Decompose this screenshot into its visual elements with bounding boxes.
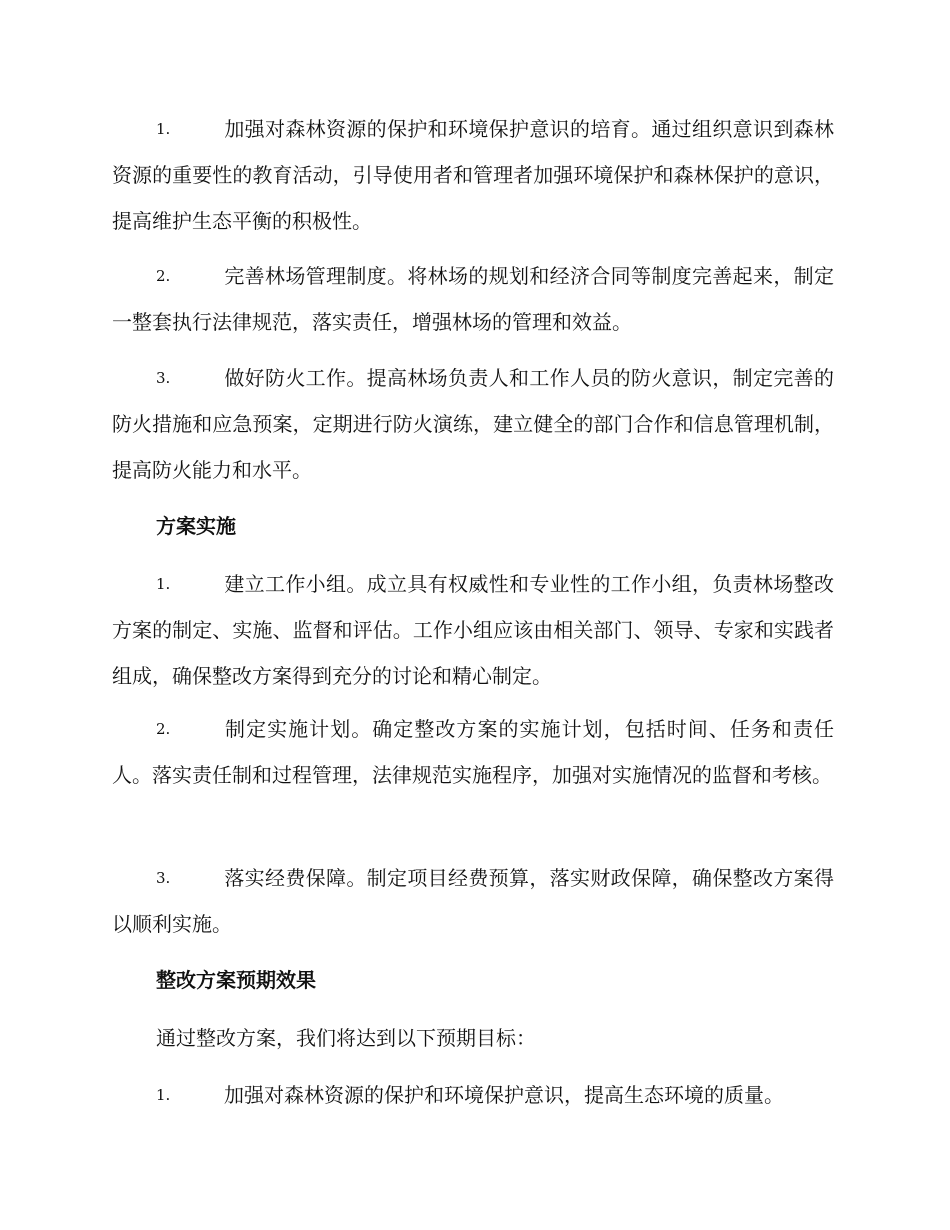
- list-number: 3.: [156, 869, 171, 887]
- list-item-text: 落实经费保障。制定项目经费预算，落实财政保障，确保整改方案得以顺利实施。: [112, 866, 834, 936]
- section-heading: 整改方案预期效果: [156, 968, 316, 992]
- list-number: 2.: [156, 720, 171, 738]
- list-number: 1.: [156, 1086, 171, 1104]
- list-item-text: 加强对森林资源的保护和环境保护意识的培育。通过组织意识到森林资源的重要性的教育活动，引导使用者和管理者加强环境保护和森林保护的意识，提高维护生态平衡的积极性。: [112, 117, 834, 233]
- list-item: [112, 706, 834, 798]
- section-heading: 方案实施: [156, 514, 236, 538]
- list-item: [112, 253, 834, 345]
- list-item: [112, 355, 834, 493]
- list-item-text: 制定实施计划。确定整改方案的实施计划，包括时间、任务和责任人。落实责任制和过程管理，法律规范实施程序，加强对实施情况的监督和考核。: [112, 717, 834, 787]
- list-item-text: 加强对森林资源的保护和环境保护意识，提高生态环境的质量。: [224, 1083, 784, 1107]
- list-item: [112, 855, 834, 947]
- list-number: 3.: [156, 369, 171, 387]
- list-item-text: 建立工作小组。成立具有权威性和专业性的工作小组，负责林场整改方案的制定、实施、监督和评估。工作小组应该由相关部门、领导、专家和实践者组成，确保整改方案得到充分的讨论和精心制定。: [112, 572, 834, 688]
- list-number: 1.: [156, 575, 171, 593]
- list-item-text: 做好防火工作。提高林场负责人和工作人员的防火意识，制定完善的防火措施和应急预案，定期进行防火演练，建立健全的部门合作和信息管理机制，提高防火能力和水平。: [112, 366, 834, 482]
- list-item: [112, 1072, 834, 1118]
- intro-text: 通过整改方案，我们将达到以下预期目标：: [156, 1026, 536, 1050]
- list-item: [112, 106, 834, 244]
- list-number: 2.: [156, 267, 171, 285]
- list-item: [112, 561, 834, 699]
- list-item-text: 完善林场管理制度。将林场的规划和经济合同等制度完善起来，制定一整套执行法律规范，落实责任，增强林场的管理和效益。: [112, 264, 834, 334]
- list-number: 1.: [156, 120, 171, 138]
